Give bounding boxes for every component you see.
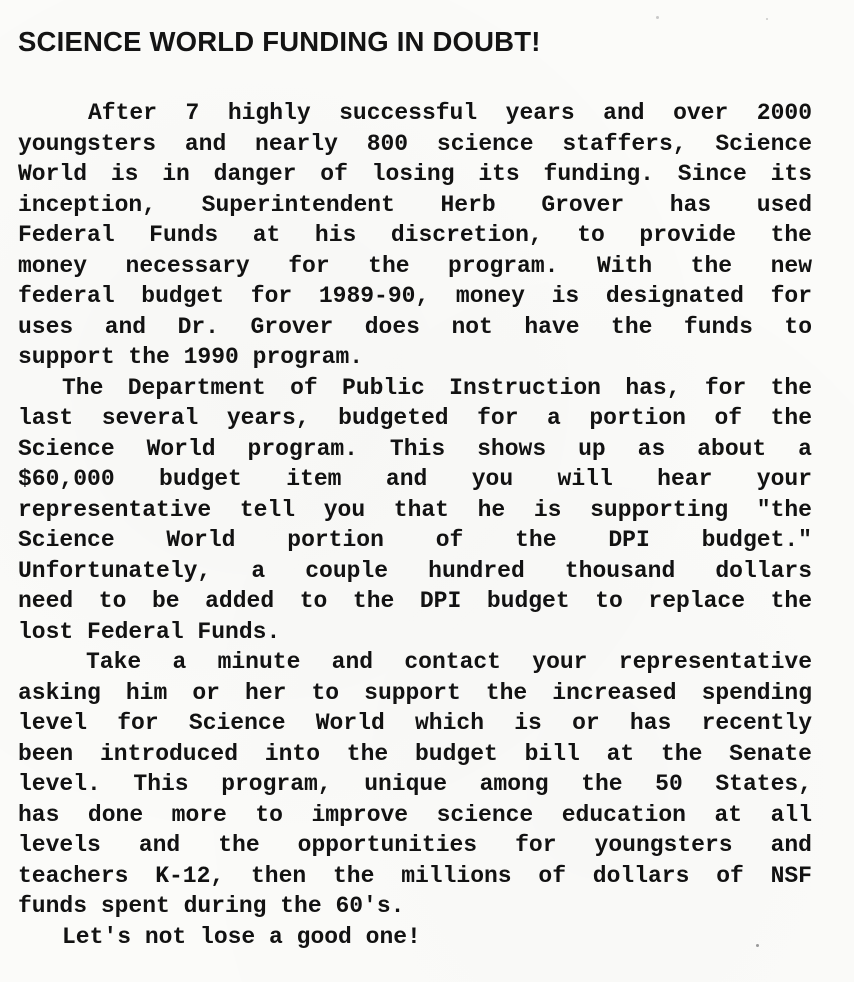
paragraph-3-line-1: Take a minute and contact your representative <box>86 649 812 675</box>
paragraph-2-line-6: Science World portion of the DPI budget." <box>18 527 812 553</box>
paragraph-1-line-6: money necessary for the program. With the new <box>18 252 812 279</box>
paragraph-1-line-8: uses and Dr. Grover does not have the funds to <box>18 313 812 340</box>
paragraph-3-line-2: asking him or her to support the increased spending <box>18 679 812 706</box>
paragraph-3-line-5: level. This program, unique among the 50 States, <box>18 771 812 797</box>
paragraph-1-line-9: support the 1990 program. <box>18 344 364 370</box>
paragraph-1-line-2: youngsters and nearly 800 science staffers, Science <box>18 130 812 157</box>
article-headline: SCIENCE WORLD FUNDING IN DOUBT! <box>18 26 541 57</box>
scan-speck <box>656 16 659 19</box>
paragraph-2-line-5: representative tell you that he is supporting "the <box>18 496 812 523</box>
paragraph-3-line-8: teachers K-12, then the millions of dollars of NSF <box>18 862 812 889</box>
paragraph-3-line-3: level for Science World which is or has recently <box>18 710 812 736</box>
article-body <box>18 98 812 952</box>
scan-speck <box>766 18 768 20</box>
paragraph-2-line-3: Science World program. This shows up as about a <box>18 435 812 462</box>
scan-speck <box>756 944 759 947</box>
paragraph-1-line-7: federal budget for 1989-90, money is designated for <box>18 283 812 309</box>
paragraph-2-line-9: lost Federal Funds. <box>18 618 281 645</box>
paragraph-3-line-9: funds spent during the 60's. <box>18 893 405 919</box>
paragraph-2-line-8: need to be added to the DPI budget to replace the <box>18 588 812 614</box>
paragraph-2-line-2: last several years, budgeted for a portion of the <box>18 405 812 431</box>
paragraph-3-line-7: levels and the opportunities for youngsters and <box>18 832 812 858</box>
paragraph-1-line-3: World is in danger of losing its funding. Since its <box>18 161 812 187</box>
paragraph-1-line-5: Federal Funds at his discretion, to provide the <box>18 222 812 248</box>
paragraph-1-line-4: inception, Superintendent Herb Grover has used <box>18 191 812 218</box>
paragraph-1-line-1: After 7 highly successful years and over 2000 <box>88 100 812 126</box>
paragraph-2-line-1: The Department of Public Instruction has, for the <box>62 374 812 401</box>
paragraph-2-line-4: $60,000 budget item and you will hear your <box>18 466 812 492</box>
paragraph-3-line-4: been introduced into the budget bill at the Senate <box>18 740 812 767</box>
paragraph-3-line-6: has done more to improve science education at all <box>18 801 812 828</box>
paragraph-2-line-7: Unfortunately, a couple hundred thousand dollars <box>18 557 812 584</box>
paragraph-4-line-1: Let's not lose a good one! <box>62 923 421 950</box>
